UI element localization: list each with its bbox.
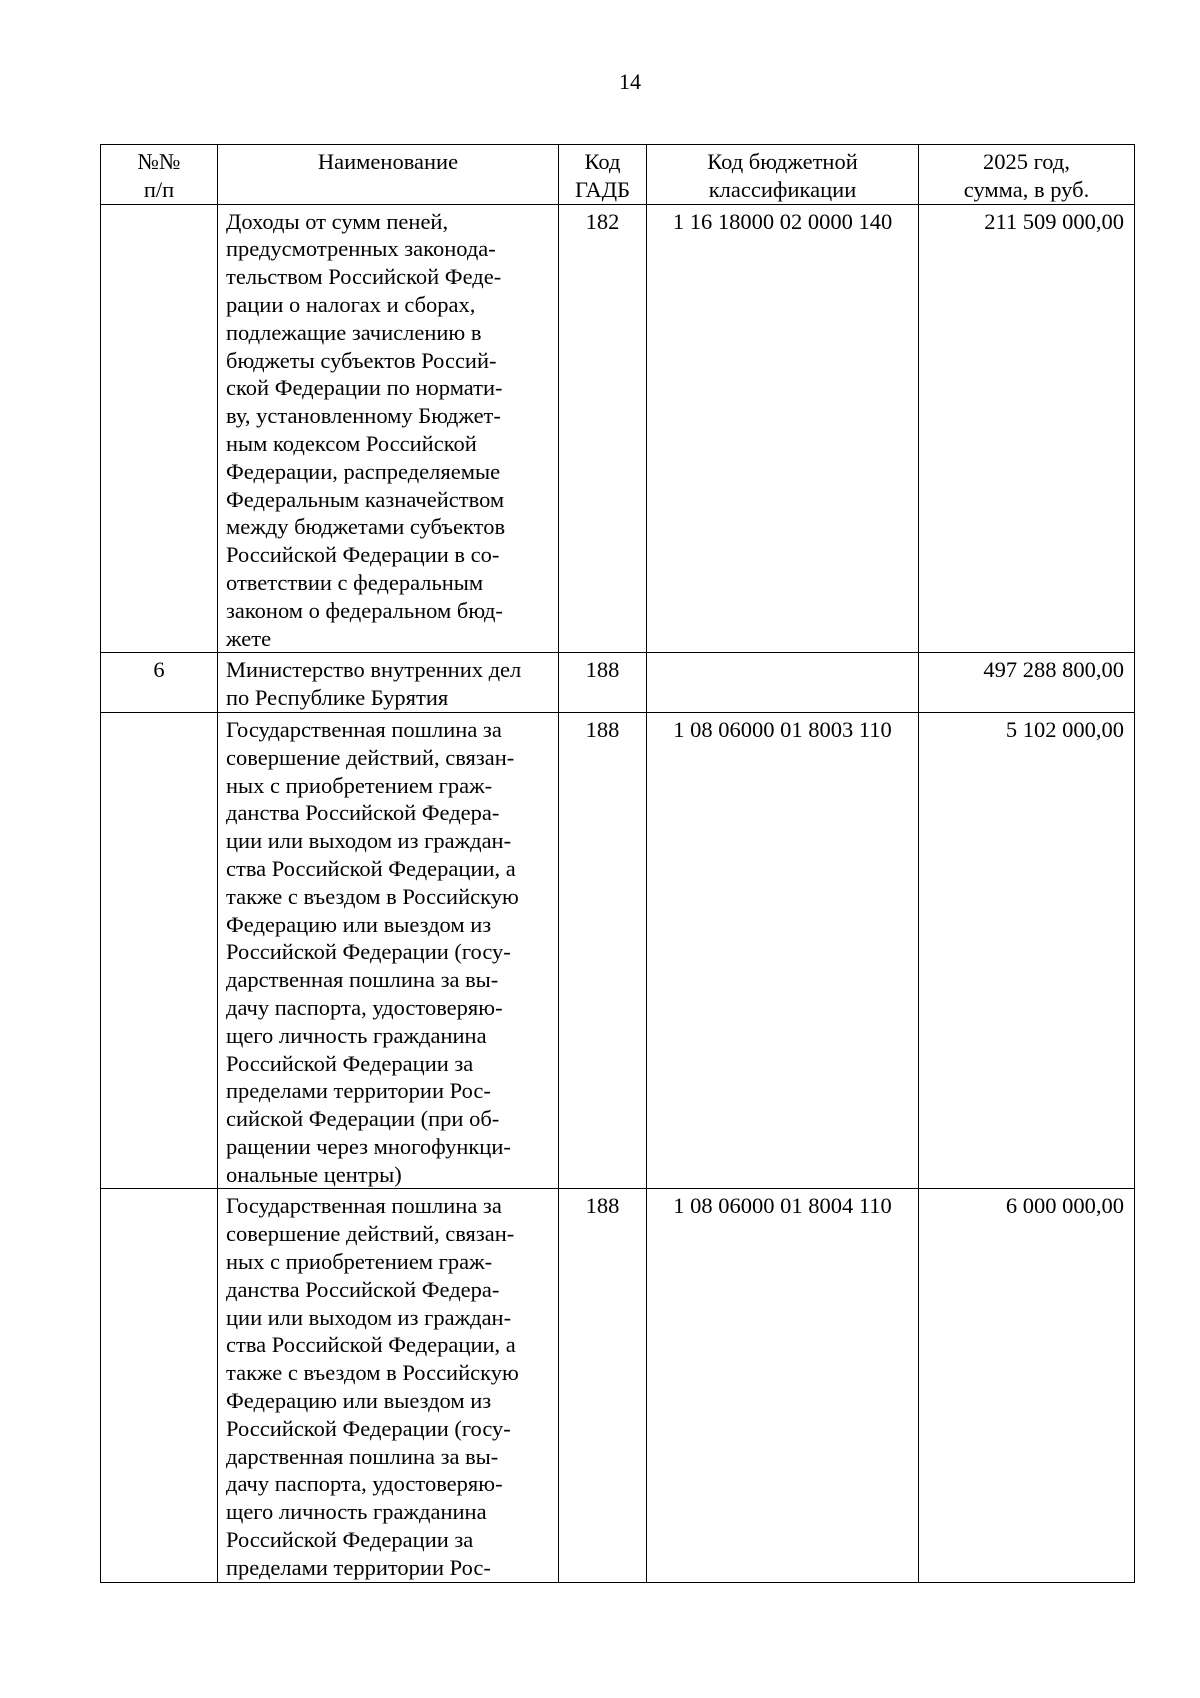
row-sum-cell: 211 509 000,00 [919,204,1135,653]
row-name-line: ответствии с федеральным [226,569,484,595]
row-name-cell [218,204,559,653]
row-name-line: ных с приобретением граж- [226,1249,493,1275]
row-name-line: ональные центры) [226,1161,402,1187]
table-row [101,204,1135,653]
row-name-line: ства Российской Федерации, а [226,1332,516,1358]
row-name-line: щего личность гражданина [226,1022,487,1048]
row-gadb-cell: 188 [559,1189,647,1582]
row-name-line: ным кодексом Российской [226,430,477,456]
row-name-line: Российской Федерации в со- [226,542,500,568]
header-num-line-1: №№ [137,149,181,174]
header-name-line-1: Наименование [317,149,459,174]
header-kbk-line-2: классификации [708,176,857,202]
header-gadb [559,145,647,205]
row-kbk-cell: 1 08 06000 01 8003 110 [647,712,919,1189]
row-name-line: дарственная пошлина за вы- [226,967,499,993]
header-num-line-2: п/п [143,176,175,202]
row-name-line: щего личность гражданина [226,1499,487,1525]
row-name-line: пределами территории Рос- [226,1078,491,1104]
table-row [101,1189,1135,1582]
row-name-line: Российской Федерации (госу- [226,1415,511,1441]
header-sum [919,145,1135,205]
row-name-line: Министерство внутренних дел [226,657,522,683]
header-gadb-line-1: Код [584,149,621,174]
row-name-line: предусмотренных законода- [226,236,496,262]
row-name-line: Российской Федерации за [226,1527,474,1553]
row-gadb-cell: 182 [559,204,647,653]
row-name-line: между бюджетами субъектов [226,514,506,540]
header-gadb-line-2: ГАДБ [574,176,631,202]
row-name-line: Государственная пошлина за [226,1193,502,1219]
row-gadb-cell: 188 [559,712,647,1189]
page-number: 14 [619,69,641,94]
row-number-cell: 6 [101,653,218,713]
row-name-line: ных с приобретением граж- [226,772,493,798]
table-body [101,204,1135,1582]
row-name-line: ву, установленному Бюджет- [226,403,501,429]
row-name-line: ращении через многофункци- [226,1133,511,1159]
budget-table [100,144,1135,1583]
row-name-line: совершение действий, связан- [226,744,515,770]
row-name-line: дачу паспорта, удостоверяю- [226,1471,503,1497]
row-gadb-cell: 188 [559,653,647,713]
row-number-cell [101,204,218,653]
header-name [218,145,559,205]
row-sum-cell: 497 288 800,00 [919,653,1135,713]
row-name-line: Доходы от сумм пеней, [226,208,449,234]
row-name-cell [218,1189,559,1582]
table-row [101,712,1135,1189]
row-name-cell [218,712,559,1189]
row-name-line: данства Российской Федера- [226,800,500,826]
header-kbk [647,145,919,205]
row-name-line: дачу паспорта, удостоверяю- [226,994,503,1020]
row-name-line: ской Федерации по нормати- [226,375,503,401]
row-name-cell [218,653,559,713]
row-name-line: тельством Российской Феде- [226,264,502,290]
row-number-cell [101,1189,218,1582]
row-name-line: также с въездом в Российскую [226,1360,519,1386]
row-name-line: Федерацию или выездом из [226,1388,492,1414]
row-name-line: рации о налогах и сборах, [226,291,476,317]
row-sum-cell: 6 000 000,00 [919,1189,1135,1582]
row-number-cell [101,712,218,1189]
row-kbk-cell: 1 16 18000 02 0000 140 [647,204,919,653]
row-name-line: бюджеты субъектов Россий- [226,347,497,373]
row-name-line: Российской Федерации за [226,1050,474,1076]
row-name-line: жете [226,625,272,651]
row-name-line: ции или выходом из граждан- [226,828,512,854]
header-kbk-line-1: Код бюджетной [707,149,858,174]
header-num [101,145,218,205]
row-name-line: ции или выходом из граждан- [226,1304,512,1330]
row-name-line: законом о федеральном бюд- [226,597,503,623]
row-name-line: также с въездом в Российскую [226,883,519,909]
row-kbk-cell: 1 08 06000 01 8004 110 [647,1189,919,1582]
row-sum-cell: 5 102 000,00 [919,712,1135,1189]
row-name-line: по Республике Бурятия [226,685,449,711]
header-sum-line-2: сумма, в руб. [963,176,1090,202]
row-name-line: сийской Федерации (при об- [226,1106,500,1132]
row-name-line: совершение действий, связан- [226,1221,515,1247]
row-kbk-cell [647,653,919,713]
row-name-line: пределами территории Рос- [226,1554,491,1580]
row-name-line: Федерацию или выездом из [226,911,492,937]
row-name-line: Федеральным казначейством [226,486,505,512]
row-name-line: подлежащие зачислению в [226,319,482,345]
table-header-row [101,145,1135,205]
row-name-line: Федерации, распределяемые [226,458,501,484]
row-name-line: Российской Федерации (госу- [226,939,511,965]
header-sum-line-1: 2025 год, [983,149,1070,174]
row-name-line: дарственная пошлина за вы- [226,1443,499,1469]
table-row [101,653,1135,713]
row-name-line: Государственная пошлина за [226,716,502,742]
row-name-line: ства Российской Федерации, а [226,855,516,881]
row-name-line: данства Российской Федера- [226,1276,500,1302]
